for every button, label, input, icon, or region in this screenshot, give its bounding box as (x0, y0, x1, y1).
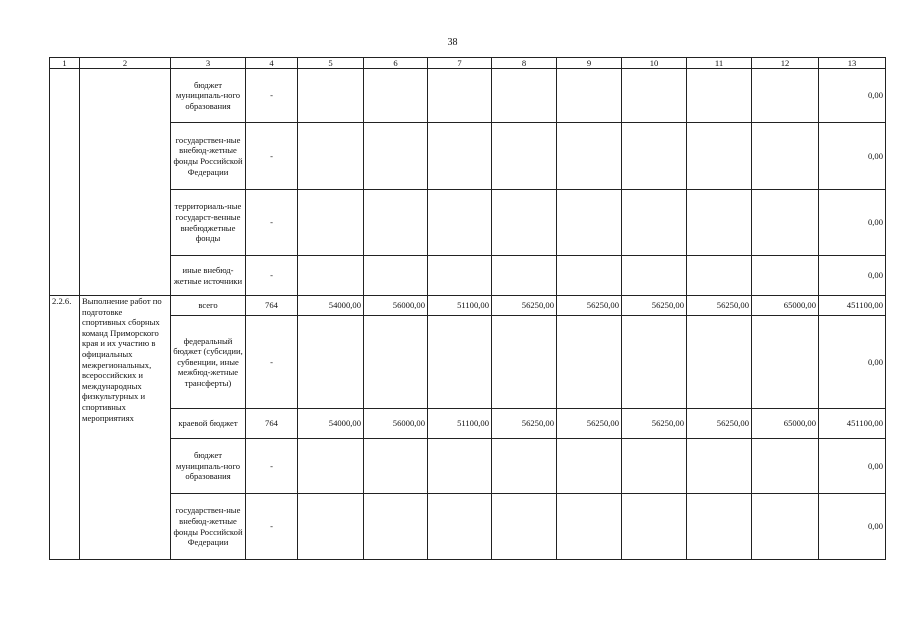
value-cell (752, 190, 819, 256)
code-cell: - (246, 439, 298, 494)
col-header: 3 (171, 58, 246, 69)
value-cell: 65000,00 (752, 296, 819, 316)
value-cell (557, 316, 622, 409)
col-header: 5 (298, 58, 364, 69)
code-cell: 764 (246, 409, 298, 439)
funding-source-cell: всего (171, 296, 246, 316)
total-cell: 0,00 (819, 494, 886, 560)
value-cell (492, 316, 557, 409)
value-cell (752, 256, 819, 296)
code-cell: - (246, 494, 298, 560)
col-header: 7 (428, 58, 492, 69)
value-cell (622, 123, 687, 190)
funding-source-cell: федеральный бюджет (субсидии, субвенции, иные межбюд-жетные трансферты) (171, 316, 246, 409)
value-cell (298, 69, 364, 123)
value-cell (364, 439, 428, 494)
value-cell (364, 316, 428, 409)
code-cell: - (246, 316, 298, 409)
item-name-cell: Выполнение работ по подготовке спортивных сборных команд Приморского края и их участию в официальных межрегиональных, всероссийских и международных физкультурных и спортивных мероприятиях (80, 296, 171, 560)
col-header: 10 (622, 58, 687, 69)
value-cell: 56250,00 (622, 409, 687, 439)
table-row (50, 409, 886, 439)
value-cell (428, 494, 492, 560)
col-header: 13 (819, 58, 886, 69)
header-row (50, 58, 886, 69)
value-cell (364, 190, 428, 256)
total-cell: 451100,00 (819, 409, 886, 439)
value-cell (752, 439, 819, 494)
value-cell (364, 69, 428, 123)
value-cell (492, 69, 557, 123)
value-cell (298, 316, 364, 409)
value-cell (752, 494, 819, 560)
table-row (50, 316, 886, 409)
value-cell (622, 494, 687, 560)
code-cell: - (246, 69, 298, 123)
value-cell (492, 190, 557, 256)
item-number-cell (50, 69, 80, 296)
value-cell (687, 494, 752, 560)
value-cell: 56250,00 (687, 296, 752, 316)
value-cell (687, 123, 752, 190)
table-row (50, 69, 886, 123)
table-row (50, 494, 886, 560)
value-cell: 56250,00 (557, 409, 622, 439)
value-cell (428, 316, 492, 409)
col-header: 1 (50, 58, 80, 69)
value-cell: 54000,00 (298, 296, 364, 316)
value-cell: 56250,00 (492, 409, 557, 439)
value-cell (557, 190, 622, 256)
code-cell: - (246, 190, 298, 256)
value-cell (622, 190, 687, 256)
funding-source-cell: государствен-ные внебюд-жетные фонды Российской Федерации (171, 494, 246, 560)
value-cell (687, 256, 752, 296)
value-cell (557, 256, 622, 296)
total-cell: 0,00 (819, 123, 886, 190)
value-cell: 51100,00 (428, 296, 492, 316)
col-header: 8 (492, 58, 557, 69)
value-cell (298, 190, 364, 256)
value-cell (298, 494, 364, 560)
total-cell: 0,00 (819, 439, 886, 494)
col-header: 9 (557, 58, 622, 69)
table-row (50, 439, 886, 494)
value-cell (428, 69, 492, 123)
code-cell: 764 (246, 296, 298, 316)
value-cell (492, 494, 557, 560)
value-cell: 56250,00 (622, 296, 687, 316)
value-cell (622, 256, 687, 296)
value-cell (752, 123, 819, 190)
value-cell (364, 256, 428, 296)
value-cell (364, 494, 428, 560)
funding-source-cell: бюджет муниципаль-ного образования (171, 69, 246, 123)
value-cell (298, 439, 364, 494)
value-cell: 56000,00 (364, 296, 428, 316)
value-cell: 54000,00 (298, 409, 364, 439)
value-cell: 56250,00 (687, 409, 752, 439)
total-cell: 0,00 (819, 69, 886, 123)
item-name-cell (80, 69, 171, 296)
table-row (50, 296, 886, 316)
value-cell (428, 190, 492, 256)
value-cell (298, 123, 364, 190)
budget-table (49, 57, 886, 560)
funding-source-cell: территориаль-ные государст-венные внебюджетные фонды (171, 190, 246, 256)
funding-source-cell: краевой бюджет (171, 409, 246, 439)
total-cell: 0,00 (819, 316, 886, 409)
table-row (50, 123, 886, 190)
value-cell (687, 69, 752, 123)
funding-source-cell: иные внебюд-жетные источники (171, 256, 246, 296)
value-cell (428, 439, 492, 494)
value-cell (492, 439, 557, 494)
value-cell: 56250,00 (557, 296, 622, 316)
value-cell (687, 316, 752, 409)
value-cell (557, 439, 622, 494)
value-cell (298, 256, 364, 296)
value-cell: 56000,00 (364, 409, 428, 439)
value-cell: 65000,00 (752, 409, 819, 439)
total-cell: 0,00 (819, 190, 886, 256)
value-cell (492, 123, 557, 190)
value-cell (752, 69, 819, 123)
value-cell (557, 69, 622, 123)
total-cell: 0,00 (819, 256, 886, 296)
value-cell (622, 439, 687, 494)
value-cell (622, 316, 687, 409)
col-header: 11 (687, 58, 752, 69)
col-header: 6 (364, 58, 428, 69)
total-cell: 451100,00 (819, 296, 886, 316)
page-number: 38 (447, 37, 458, 48)
value-cell (622, 69, 687, 123)
value-cell (557, 494, 622, 560)
value-cell (557, 123, 622, 190)
value-cell (428, 123, 492, 190)
value-cell: 56250,00 (492, 296, 557, 316)
funding-source-cell: бюджет муниципаль-ного образования (171, 439, 246, 494)
value-cell (687, 439, 752, 494)
value-cell (492, 256, 557, 296)
table-row (50, 190, 886, 256)
col-header: 12 (752, 58, 819, 69)
code-cell: - (246, 256, 298, 296)
value-cell (364, 123, 428, 190)
col-header: 4 (246, 58, 298, 69)
col-header: 2 (80, 58, 171, 69)
value-cell (752, 316, 819, 409)
value-cell: 51100,00 (428, 409, 492, 439)
value-cell (687, 190, 752, 256)
item-number-cell: 2.2.6. (50, 296, 80, 560)
value-cell (428, 256, 492, 296)
code-cell: - (246, 123, 298, 190)
table-row (50, 256, 886, 296)
funding-source-cell: государствен-ные внебюд-жетные фонды Российской Федерации (171, 123, 246, 190)
